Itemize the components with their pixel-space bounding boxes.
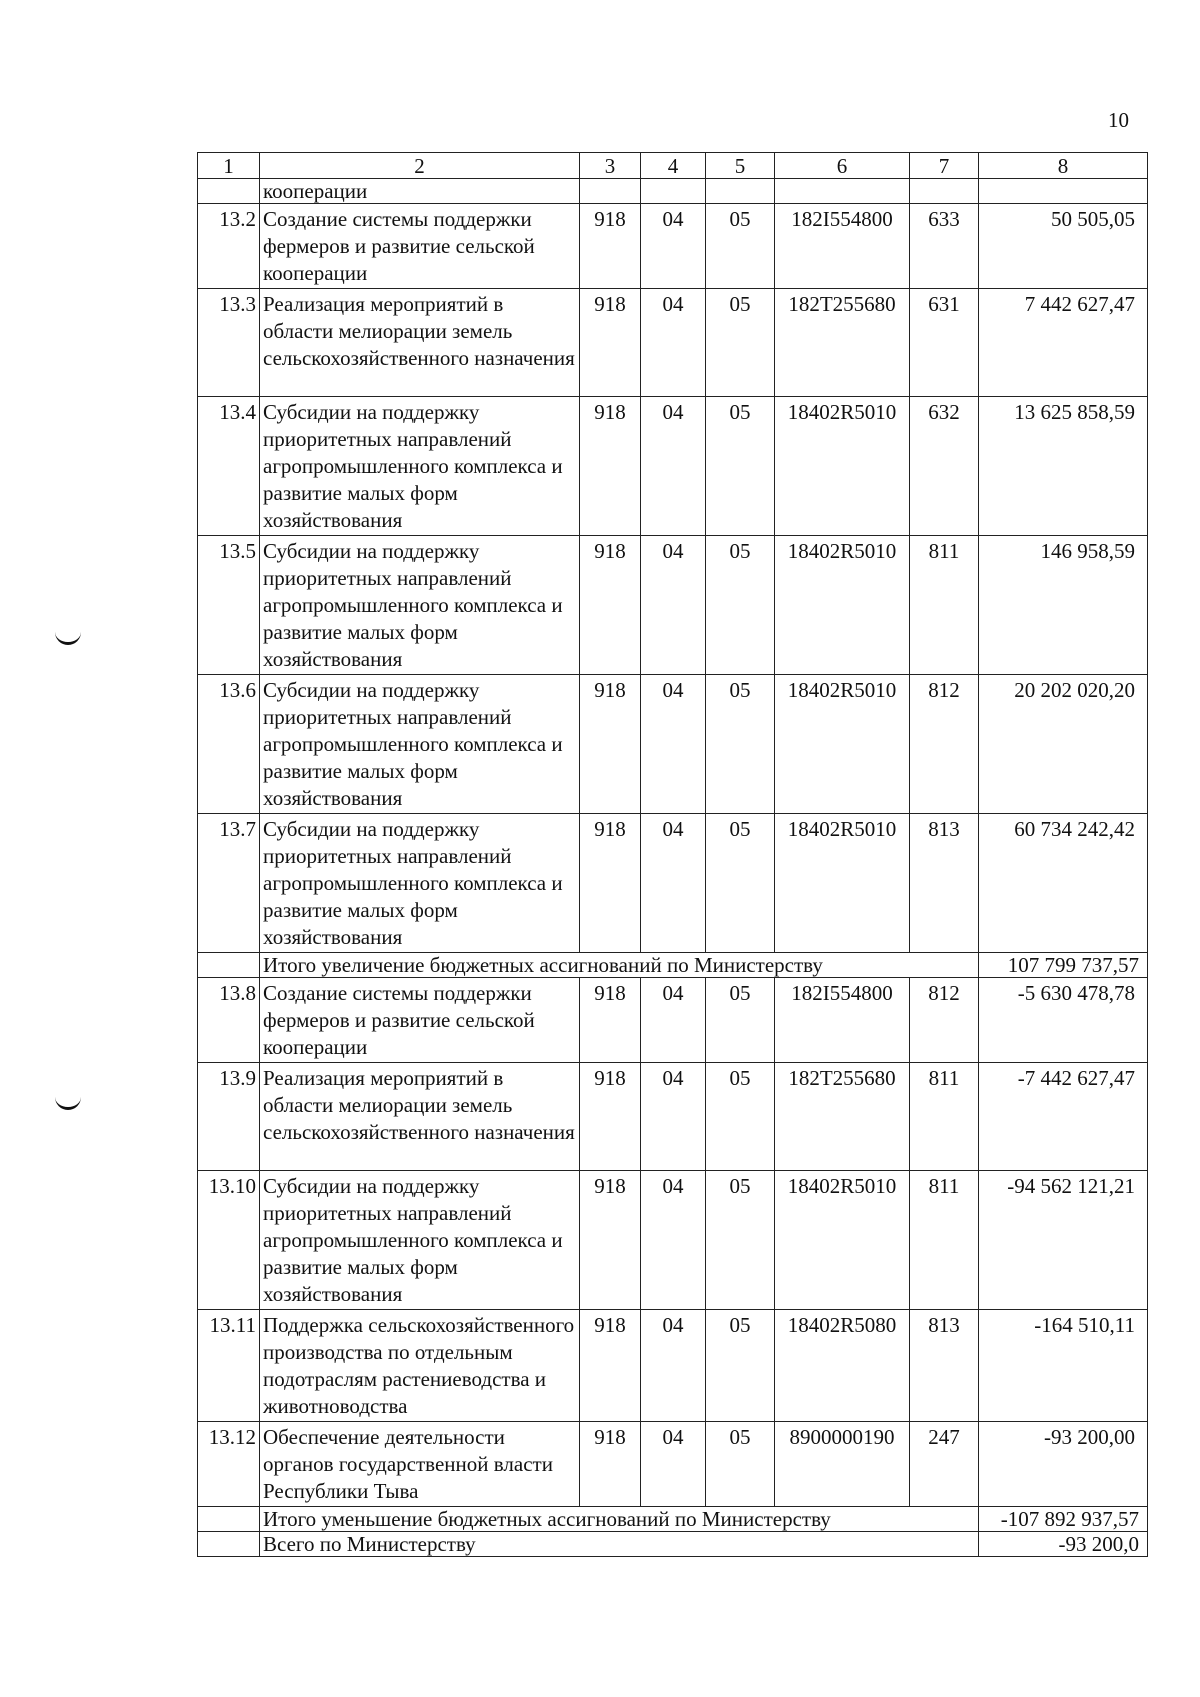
cell-num: 13.5 xyxy=(198,536,260,675)
cell-c7: 812 xyxy=(910,675,979,814)
cell-c6: 18402R5010 xyxy=(775,536,910,675)
cell-amount: 13 625 858,59 xyxy=(979,397,1148,536)
cell-name: Создание системы поддержки фермеров и развитие сельской кооперации xyxy=(260,978,580,1063)
cell-name: Поддержка сельскохозяйственного производства по отдельным подотраслям растениеводства и животноводства xyxy=(260,1310,580,1422)
cell-name: Субсидии на поддержку приоритетных направлений агропромышленного комплекса и развитие малых форм хозяйствования xyxy=(260,397,580,536)
cell-c3: 918 xyxy=(580,814,641,953)
cell-c6: 18402R5080 xyxy=(775,1310,910,1422)
cell-c5: 05 xyxy=(706,1422,775,1507)
cell-c3: 918 xyxy=(580,1063,641,1171)
cell-amount: 60 734 242,42 xyxy=(979,814,1148,953)
cell-num: 13.4 xyxy=(198,397,260,536)
cell-amount: 50 505,05 xyxy=(979,204,1148,289)
cell-c3: 918 xyxy=(580,536,641,675)
header-row xyxy=(198,153,1148,179)
cell-amount: 7 442 627,47 xyxy=(979,289,1148,397)
cell-c4: 04 xyxy=(641,1310,706,1422)
header-cell: 8 xyxy=(979,153,1148,179)
continuation-row xyxy=(198,179,1148,204)
cell-c6: 182T255680 xyxy=(775,289,910,397)
cell-num: 13.12 xyxy=(198,1422,260,1507)
cell-num: 13.2 xyxy=(198,204,260,289)
table-row xyxy=(198,204,1148,289)
cell-c4: 04 xyxy=(641,1171,706,1310)
cell-c5: 05 xyxy=(706,978,775,1063)
cell-c6: 18402R5010 xyxy=(775,675,910,814)
cell-c6: 8900000190 xyxy=(775,1422,910,1507)
header-cell: 1 xyxy=(198,153,260,179)
cell-amount: -164 510,11 xyxy=(979,1310,1148,1422)
continuation-text: кооперации xyxy=(260,179,580,204)
cell-amount: 20 202 020,20 xyxy=(979,675,1148,814)
cell-amount: -93 200,00 xyxy=(979,1422,1148,1507)
table-row xyxy=(198,1422,1148,1507)
table-row xyxy=(198,536,1148,675)
cell-name: Создание системы поддержки фермеров и развитие сельской кооперации xyxy=(260,204,580,289)
cell-c6: 18402R5010 xyxy=(775,397,910,536)
total-decrease-row-amount: -107 892 937,57 xyxy=(979,1507,1148,1532)
header-cell: 2 xyxy=(260,153,580,179)
cell-c5: 05 xyxy=(706,397,775,536)
cell-c7: 812 xyxy=(910,978,979,1063)
cell-c5: 05 xyxy=(706,1171,775,1310)
margin-mark-top xyxy=(55,632,81,645)
cell-c6: 182I554800 xyxy=(775,978,910,1063)
cell-num: 13.10 xyxy=(198,1171,260,1310)
cell-c6: 18402R5010 xyxy=(775,1171,910,1310)
cell-c7: 632 xyxy=(910,397,979,536)
cell-name: Субсидии на поддержку приоритетных направлений агропромышленного комплекса и развитие малых форм хозяйствования xyxy=(260,675,580,814)
cell-c5: 05 xyxy=(706,814,775,953)
total-increase-row-label: Итого увеличение бюджетных ассигнований по Министерству xyxy=(260,953,979,978)
grand-total-row-label: Всего по Министерству xyxy=(260,1532,979,1557)
margin-mark-bottom xyxy=(55,1097,81,1110)
total-increase-row-amount: 107 799 737,57 xyxy=(979,953,1148,978)
cell-amount: -7 442 627,47 xyxy=(979,1063,1148,1171)
cell-name: Субсидии на поддержку приоритетных направлений агропромышленного комплекса и развитие малых форм хозяйствования xyxy=(260,1171,580,1310)
cell-c7: 811 xyxy=(910,536,979,675)
cell-amount: 146 958,59 xyxy=(979,536,1148,675)
cell-c5: 05 xyxy=(706,675,775,814)
cell-c5: 05 xyxy=(706,536,775,675)
appropriations-table xyxy=(197,152,1148,1557)
cell-c3: 918 xyxy=(580,289,641,397)
cell-c3: 918 xyxy=(580,397,641,536)
cell-c4: 04 xyxy=(641,814,706,953)
table-row xyxy=(198,397,1148,536)
cell-c4: 04 xyxy=(641,536,706,675)
cell-c4: 04 xyxy=(641,397,706,536)
cell-c7: 247 xyxy=(910,1422,979,1507)
grand-total-row-amount: -93 200,0 xyxy=(979,1532,1148,1557)
header-cell: 7 xyxy=(910,153,979,179)
total-increase-row xyxy=(198,953,1148,978)
table-row xyxy=(198,978,1148,1063)
cell-c3: 918 xyxy=(580,204,641,289)
table-row xyxy=(198,675,1148,814)
total-decrease-row-label: Итого уменьшение бюджетных ассигнований по Министерству xyxy=(260,1507,979,1532)
cell-name: Субсидии на поддержку приоритетных направлений агропромышленного комплекса и развитие малых форм хозяйствования xyxy=(260,814,580,953)
cell-name: Субсидии на поддержку приоритетных направлений агропромышленного комплекса и развитие малых форм хозяйствования xyxy=(260,536,580,675)
cell-c6: 18402R5010 xyxy=(775,814,910,953)
cell-c7: 813 xyxy=(910,814,979,953)
cell-amount: -5 630 478,78 xyxy=(979,978,1148,1063)
cell-c3: 918 xyxy=(580,1422,641,1507)
cell-num: 13.6 xyxy=(198,675,260,814)
cell-c5: 05 xyxy=(706,1310,775,1422)
table-row xyxy=(198,1171,1148,1310)
header-cell: 6 xyxy=(775,153,910,179)
cell-c4: 04 xyxy=(641,675,706,814)
cell-num: 13.9 xyxy=(198,1063,260,1171)
cell-name: Реализация мероприятий в области мелиорации земель сельскохозяйственного назначения xyxy=(260,1063,580,1171)
cell-num: 13.11 xyxy=(198,1310,260,1422)
cell-c6: 182I554800 xyxy=(775,204,910,289)
cell-c4: 04 xyxy=(641,1422,706,1507)
cell-c7: 813 xyxy=(910,1310,979,1422)
header-cell: 5 xyxy=(706,153,775,179)
cell-num: 13.8 xyxy=(198,978,260,1063)
table-row xyxy=(198,1063,1148,1171)
cell-num: 13.7 xyxy=(198,814,260,953)
cell-num: 13.3 xyxy=(198,289,260,397)
cell-c6: 182T255680 xyxy=(775,1063,910,1171)
header-cell: 3 xyxy=(580,153,641,179)
cell-c4: 04 xyxy=(641,1063,706,1171)
table-row xyxy=(198,289,1148,397)
cell-c4: 04 xyxy=(641,204,706,289)
cell-c7: 631 xyxy=(910,289,979,397)
cell-c3: 918 xyxy=(580,1310,641,1422)
cell-c4: 04 xyxy=(641,978,706,1063)
cell-c3: 918 xyxy=(580,978,641,1063)
cell-c5: 05 xyxy=(706,204,775,289)
cell-c3: 918 xyxy=(580,1171,641,1310)
header-cell: 4 xyxy=(641,153,706,179)
page-number: 10 xyxy=(1108,108,1129,132)
cell-amount: -94 562 121,21 xyxy=(979,1171,1148,1310)
cell-c7: 811 xyxy=(910,1063,979,1171)
cell-c7: 633 xyxy=(910,204,979,289)
cell-c3: 918 xyxy=(580,675,641,814)
cell-c5: 05 xyxy=(706,1063,775,1171)
table-row xyxy=(198,814,1148,953)
cell-c7: 811 xyxy=(910,1171,979,1310)
cell-c4: 04 xyxy=(641,289,706,397)
cell-c5: 05 xyxy=(706,289,775,397)
cell-name: Реализация мероприятий в области мелиорации земель сельскохозяйственного назначения xyxy=(260,289,580,397)
table-row xyxy=(198,1310,1148,1422)
cell-name: Обеспечение деятельности органов государственной власти Республики Тыва xyxy=(260,1422,580,1507)
grand-total-row xyxy=(198,1532,1148,1557)
total-decrease-row xyxy=(198,1507,1148,1532)
